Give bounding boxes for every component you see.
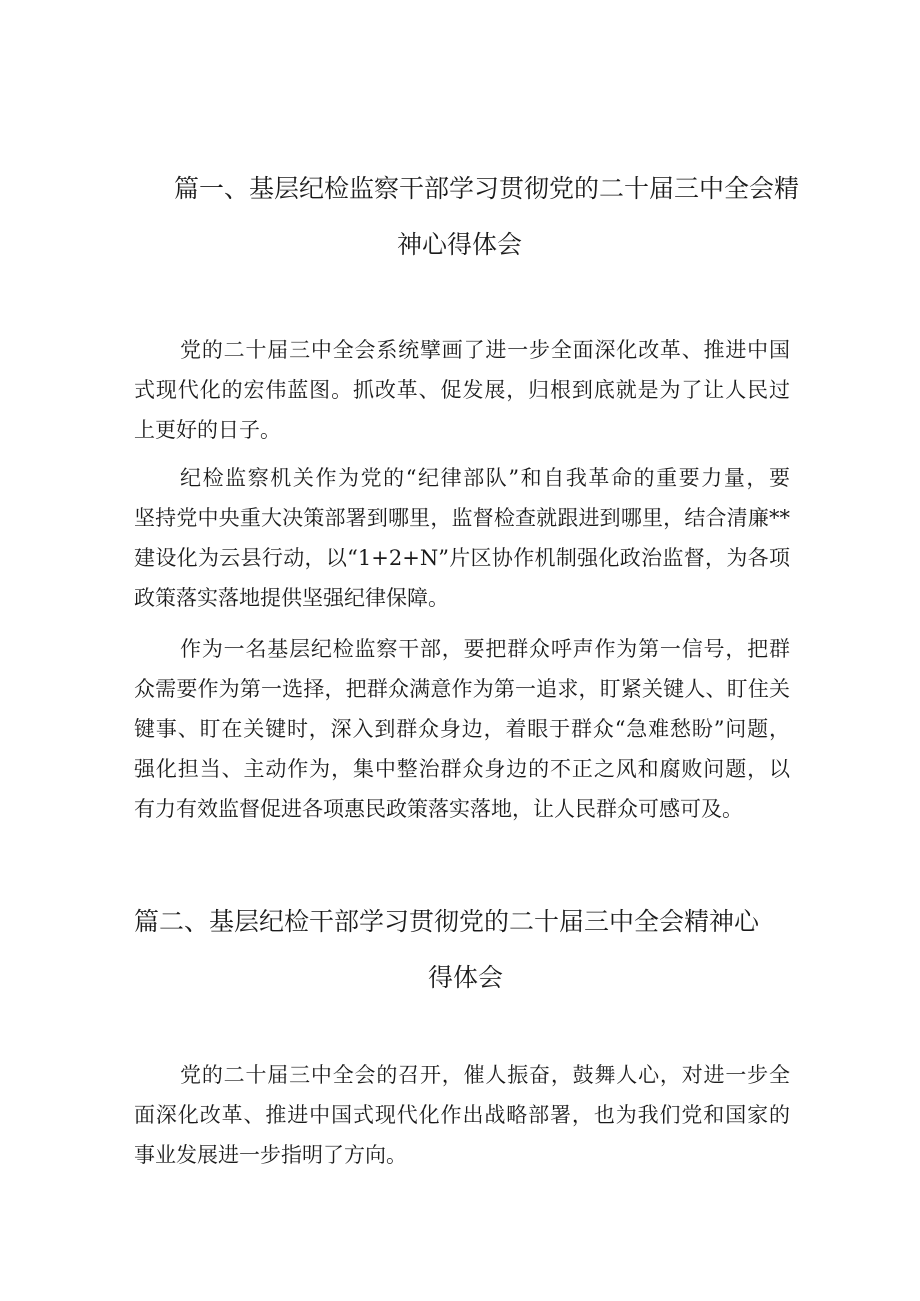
text-line: 党的二十届三中全会系统擘画了进一步全面深化改革、推进中国 [180, 338, 790, 362]
section1-paragraph-1 [134, 330, 790, 450]
text-line: 作为一名基层纪检监察干部，要把群众呼声作为第一信号，把群 [180, 637, 790, 661]
text-line: 上更好的日子。 [134, 418, 281, 442]
section1-paragraph-3 [134, 629, 790, 829]
text-line: 政策落实落地提供坚强纪律保障。 [134, 586, 449, 610]
text-line: 坚持党中央重大决策部署到哪里，监督检查就跟进到哪里，结合清廉** [134, 506, 790, 530]
text-line: 强化担当、主动作为，集中整治群众身边的不正之风和腐败问题，以 [134, 757, 790, 781]
section1-title-line1: 篇一、基层纪检监察干部学习贯彻党的二十届三中全会精 [174, 174, 800, 203]
text-line: 众需要作为第一选择，把群众满意作为第一追求，盯紧关键人、盯住关 [134, 677, 790, 701]
text-line: 建设化为云县行动，以“1+2+N”片区协作机制强化政治监督，为各项 [134, 546, 790, 570]
section2-paragraph-1 [134, 1055, 790, 1175]
text-line: 键事、盯在关键时，深入到群众身边，着眼于群众“急难愁盼”问题， [134, 717, 790, 741]
text-line: 有力有效监督促进各项惠民政策落实落地，让人民群众可感可及。 [134, 797, 743, 821]
section1-title-line2: 神心得体会 [397, 230, 523, 259]
section2-title-line2: 得体会 [428, 963, 504, 992]
text-line: 事业发展进一步指明了方向。 [134, 1143, 407, 1167]
text-line: 式现代化的宏伟蓝图。抓改革、促发展，归根到底就是为了让人民过 [134, 378, 790, 402]
section2-title-line1: 篇二、基层纪检干部学习贯彻党的二十届三中全会精神心 [134, 907, 760, 936]
text-line: 纪检监察机关作为党的“纪律部队”和自我革命的重要力量，要 [180, 466, 790, 490]
text-line: 党的二十届三中全会的召开，催人振奋，鼓舞人心，对进一步全 [180, 1063, 790, 1087]
section1-paragraph-2 [134, 458, 790, 618]
text-line: 面深化改革、推进中国式现代化作出战略部署，也为我们党和国家的 [134, 1103, 790, 1127]
